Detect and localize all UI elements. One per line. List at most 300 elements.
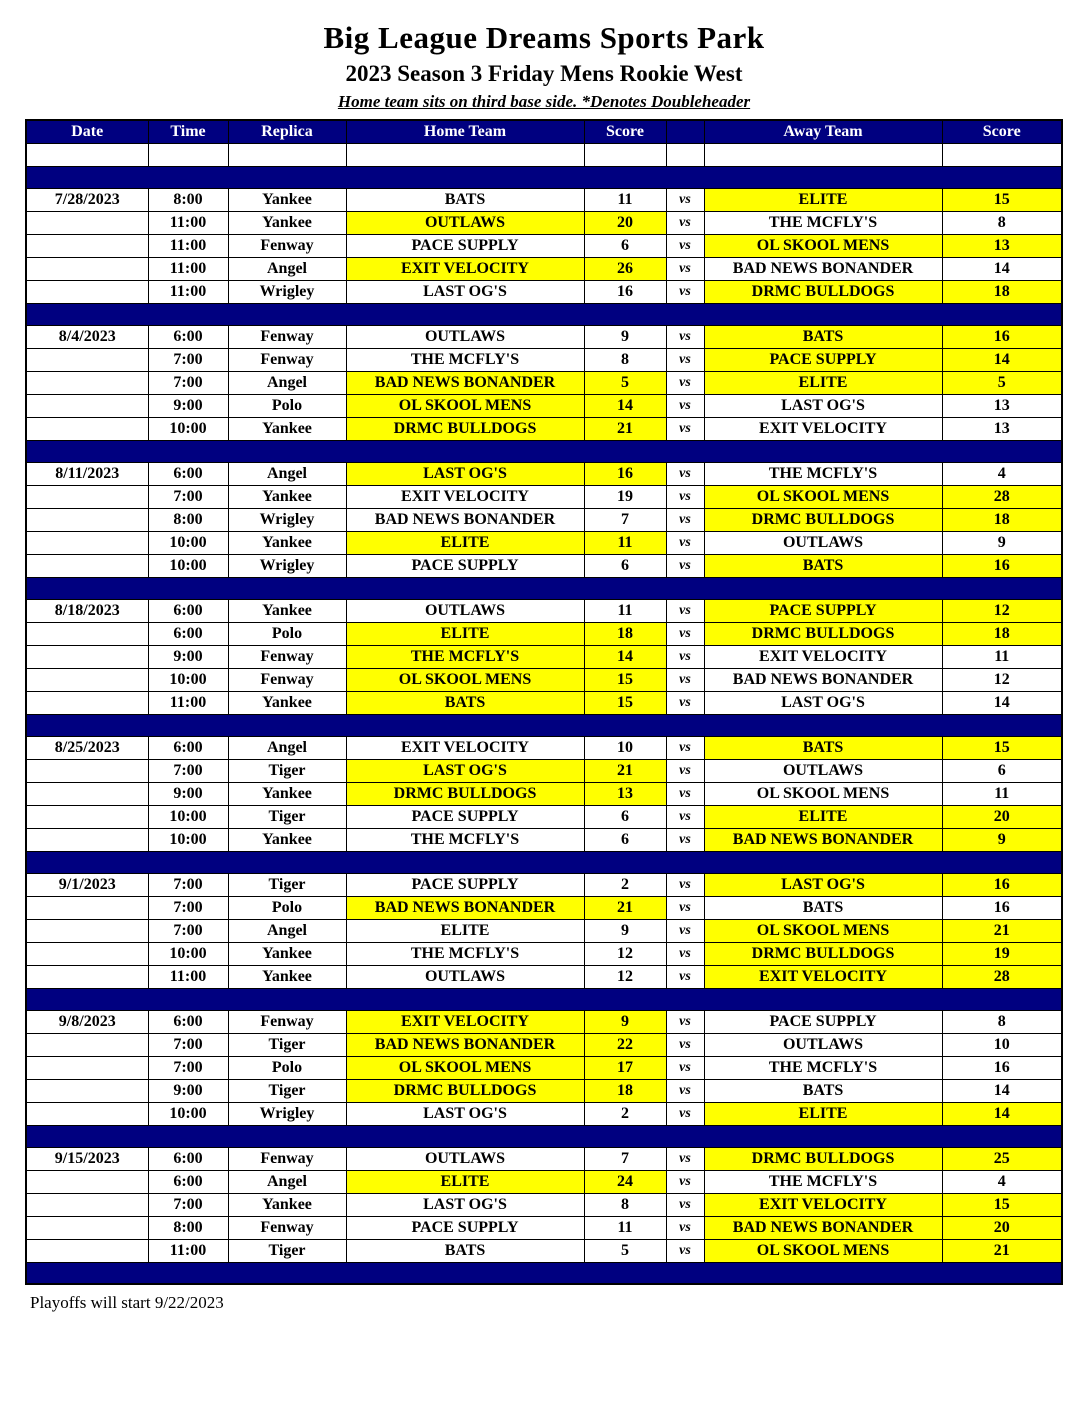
home-score-cell: 9	[584, 1010, 666, 1033]
time-cell: 8:00	[148, 188, 228, 211]
home-score-cell: 17	[584, 1056, 666, 1079]
separator-row	[26, 988, 1062, 1010]
vs-label: vs	[666, 348, 704, 371]
column-header-home-score: Score	[584, 120, 666, 143]
time-cell: 10:00	[148, 531, 228, 554]
away-team-cell: ELITE	[704, 805, 942, 828]
time-cell: 6:00	[148, 462, 228, 485]
home-team-cell: BAD NEWS BONANDER	[346, 508, 584, 531]
away-score-cell: 9	[942, 531, 1062, 554]
separator-cell	[26, 1125, 1062, 1147]
away-score-cell: 18	[942, 622, 1062, 645]
vs-label: vs	[666, 919, 704, 942]
away-team-cell: BAD NEWS BONANDER	[704, 828, 942, 851]
home-team-cell: BATS	[346, 188, 584, 211]
replica-cell: Tiger	[228, 1079, 346, 1102]
vs-label: vs	[666, 280, 704, 303]
away-team-cell: EXIT VELOCITY	[704, 645, 942, 668]
away-team-cell: EXIT VELOCITY	[704, 1193, 942, 1216]
page-title: Big League Dreams Sports Park	[323, 20, 765, 55]
away-score-cell: 8	[942, 211, 1062, 234]
date-cell	[26, 759, 148, 782]
home-score-cell: 6	[584, 234, 666, 257]
vs-label: vs	[666, 599, 704, 622]
home-team-cell: OL SKOOL MENS	[346, 394, 584, 417]
game-row	[26, 211, 1062, 234]
replica-cell: Angel	[228, 371, 346, 394]
home-team-cell: OUTLAWS	[346, 965, 584, 988]
game-row	[26, 348, 1062, 371]
home-score-cell: 18	[584, 622, 666, 645]
time-cell: 10:00	[148, 417, 228, 440]
game-row	[26, 280, 1062, 303]
time-cell: 6:00	[148, 1170, 228, 1193]
home-score-cell: 14	[584, 645, 666, 668]
separator-row	[26, 1125, 1062, 1147]
home-score-cell: 26	[584, 257, 666, 280]
away-score-cell: 13	[942, 417, 1062, 440]
vs-label: vs	[666, 234, 704, 257]
column-header-time: Time	[148, 120, 228, 143]
replica-cell: Tiger	[228, 805, 346, 828]
replica-cell: Yankee	[228, 691, 346, 714]
home-score-cell: 18	[584, 1079, 666, 1102]
home-team-cell: ELITE	[346, 531, 584, 554]
date-cell: 9/15/2023	[26, 1147, 148, 1170]
away-score-cell: 4	[942, 462, 1062, 485]
date-cell	[26, 417, 148, 440]
game-row	[26, 508, 1062, 531]
away-team-cell: ELITE	[704, 1102, 942, 1125]
date-cell	[26, 531, 148, 554]
separator-row	[26, 714, 1062, 736]
home-score-cell: 8	[584, 348, 666, 371]
away-team-cell: THE MCFLY'S	[704, 462, 942, 485]
date-cell	[26, 668, 148, 691]
home-score-cell: 11	[584, 599, 666, 622]
time-cell: 11:00	[148, 691, 228, 714]
away-score-cell: 16	[942, 896, 1062, 919]
game-row	[26, 942, 1062, 965]
date-cell	[26, 691, 148, 714]
away-team-cell: OL SKOOL MENS	[704, 485, 942, 508]
home-team-cell: THE MCFLY'S	[346, 645, 584, 668]
date-cell	[26, 896, 148, 919]
game-row	[26, 965, 1062, 988]
replica-cell: Yankee	[228, 828, 346, 851]
vs-label: vs	[666, 1102, 704, 1125]
page-subtitle: 2023 Season 3 Friday Mens Rookie West	[345, 61, 743, 86]
replica-cell: Angel	[228, 736, 346, 759]
game-row	[26, 873, 1062, 896]
home-score-cell: 11	[584, 188, 666, 211]
game-row	[26, 691, 1062, 714]
away-score-cell: 16	[942, 873, 1062, 896]
time-cell: 10:00	[148, 554, 228, 577]
away-team-cell: BATS	[704, 1079, 942, 1102]
home-score-cell: 2	[584, 873, 666, 896]
home-team-cell: DRMC BULLDOGS	[346, 782, 584, 805]
away-score-cell: 10	[942, 1033, 1062, 1056]
time-cell: 11:00	[148, 211, 228, 234]
separator-row	[26, 166, 1062, 188]
home-score-cell: 16	[584, 280, 666, 303]
vs-label: vs	[666, 759, 704, 782]
game-row	[26, 371, 1062, 394]
home-team-cell: EXIT VELOCITY	[346, 485, 584, 508]
replica-cell: Polo	[228, 896, 346, 919]
game-row	[26, 622, 1062, 645]
game-row	[26, 919, 1062, 942]
separator-cell	[26, 988, 1062, 1010]
replica-cell: Fenway	[228, 234, 346, 257]
vs-label: vs	[666, 873, 704, 896]
date-cell	[26, 371, 148, 394]
date-cell	[26, 622, 148, 645]
home-team-cell: OUTLAWS	[346, 599, 584, 622]
away-team-cell: LAST OG'S	[704, 691, 942, 714]
replica-cell: Yankee	[228, 599, 346, 622]
away-team-cell: BATS	[704, 325, 942, 348]
home-score-cell: 9	[584, 325, 666, 348]
replica-cell: Yankee	[228, 965, 346, 988]
home-score-cell: 12	[584, 942, 666, 965]
date-cell	[26, 1079, 148, 1102]
time-cell: 10:00	[148, 805, 228, 828]
home-team-cell: EXIT VELOCITY	[346, 736, 584, 759]
replica-cell: Polo	[228, 622, 346, 645]
vs-label: vs	[666, 1033, 704, 1056]
time-cell: 11:00	[148, 1239, 228, 1262]
home-score-cell: 11	[584, 1216, 666, 1239]
game-row	[26, 234, 1062, 257]
separator-row	[26, 440, 1062, 462]
date-cell	[26, 485, 148, 508]
home-team-cell: OL SKOOL MENS	[346, 1056, 584, 1079]
home-team-cell: LAST OG'S	[346, 1193, 584, 1216]
date-cell	[26, 554, 148, 577]
date-cell	[26, 280, 148, 303]
away-team-cell: OL SKOOL MENS	[704, 1239, 942, 1262]
game-row	[26, 1079, 1062, 1102]
away-team-cell: BATS	[704, 736, 942, 759]
game-row	[26, 462, 1062, 485]
replica-cell: Fenway	[228, 1147, 346, 1170]
spacer-row	[26, 143, 1062, 166]
replica-cell: Tiger	[228, 1033, 346, 1056]
home-score-cell: 12	[584, 965, 666, 988]
game-row	[26, 759, 1062, 782]
away-team-cell: OUTLAWS	[704, 531, 942, 554]
away-score-cell: 8	[942, 1010, 1062, 1033]
away-score-cell: 12	[942, 668, 1062, 691]
away-team-cell: THE MCFLY'S	[704, 211, 942, 234]
home-team-cell: LAST OG'S	[346, 280, 584, 303]
time-cell: 11:00	[148, 280, 228, 303]
away-team-cell: PACE SUPPLY	[704, 599, 942, 622]
away-score-cell: 21	[942, 919, 1062, 942]
replica-cell: Yankee	[228, 942, 346, 965]
home-team-cell: LAST OG'S	[346, 1102, 584, 1125]
game-row	[26, 1239, 1062, 1262]
vs-label: vs	[666, 645, 704, 668]
away-score-cell: 5	[942, 371, 1062, 394]
spacer-cell	[228, 143, 346, 166]
away-score-cell: 14	[942, 257, 1062, 280]
away-team-cell: THE MCFLY'S	[704, 1170, 942, 1193]
home-score-cell: 24	[584, 1170, 666, 1193]
date-cell	[26, 394, 148, 417]
replica-cell: Wrigley	[228, 554, 346, 577]
vs-label: vs	[666, 417, 704, 440]
date-cell	[26, 1033, 148, 1056]
away-score-cell: 11	[942, 782, 1062, 805]
game-row	[26, 325, 1062, 348]
away-score-cell: 18	[942, 508, 1062, 531]
home-score-cell: 20	[584, 211, 666, 234]
away-score-cell: 28	[942, 965, 1062, 988]
away-score-cell: 15	[942, 188, 1062, 211]
time-cell: 7:00	[148, 1193, 228, 1216]
replica-cell: Yankee	[228, 782, 346, 805]
spacer-cell	[148, 143, 228, 166]
vs-label: vs	[666, 257, 704, 280]
time-cell: 11:00	[148, 257, 228, 280]
vs-label: vs	[666, 782, 704, 805]
date-cell	[26, 1239, 148, 1262]
home-score-cell: 2	[584, 1102, 666, 1125]
vs-label: vs	[666, 394, 704, 417]
replica-cell: Angel	[228, 1170, 346, 1193]
schedule-table-head	[26, 120, 1062, 143]
date-cell	[26, 1216, 148, 1239]
spacer-cell	[666, 143, 704, 166]
separator-cell	[26, 303, 1062, 325]
spacer-cell	[704, 143, 942, 166]
time-cell: 11:00	[148, 234, 228, 257]
column-header-date: Date	[26, 120, 148, 143]
home-team-cell: BAD NEWS BONANDER	[346, 896, 584, 919]
away-team-cell: BAD NEWS BONANDER	[704, 668, 942, 691]
vs-label: vs	[666, 1193, 704, 1216]
vs-label: vs	[666, 485, 704, 508]
game-row	[26, 257, 1062, 280]
schedule-table-body	[26, 143, 1062, 1284]
replica-cell: Wrigley	[228, 508, 346, 531]
away-team-cell: BATS	[704, 554, 942, 577]
date-cell	[26, 508, 148, 531]
separator-cell	[26, 1262, 1062, 1284]
vs-label: vs	[666, 896, 704, 919]
away-team-cell: DRMC BULLDOGS	[704, 280, 942, 303]
time-cell: 7:00	[148, 759, 228, 782]
home-team-cell: BAD NEWS BONANDER	[346, 371, 584, 394]
home-score-cell: 6	[584, 828, 666, 851]
home-score-cell: 15	[584, 691, 666, 714]
time-cell: 10:00	[148, 828, 228, 851]
away-score-cell: 20	[942, 1216, 1062, 1239]
away-score-cell: 13	[942, 234, 1062, 257]
spacer-cell	[942, 143, 1062, 166]
home-team-cell: DRMC BULLDOGS	[346, 1079, 584, 1102]
away-score-cell: 18	[942, 280, 1062, 303]
home-team-cell: EXIT VELOCITY	[346, 257, 584, 280]
spacer-cell	[26, 143, 148, 166]
vs-label: vs	[666, 1056, 704, 1079]
time-cell: 6:00	[148, 622, 228, 645]
vs-label: vs	[666, 1239, 704, 1262]
time-cell: 6:00	[148, 1010, 228, 1033]
time-cell: 9:00	[148, 782, 228, 805]
replica-cell: Yankee	[228, 211, 346, 234]
game-row	[26, 1216, 1062, 1239]
home-score-cell: 7	[584, 1147, 666, 1170]
replica-cell: Fenway	[228, 668, 346, 691]
home-team-cell: OL SKOOL MENS	[346, 668, 584, 691]
replica-cell: Yankee	[228, 188, 346, 211]
date-cell: 9/8/2023	[26, 1010, 148, 1033]
home-team-cell: THE MCFLY'S	[346, 828, 584, 851]
home-score-cell: 21	[584, 759, 666, 782]
vs-label: vs	[666, 188, 704, 211]
vs-label: vs	[666, 554, 704, 577]
vs-label: vs	[666, 462, 704, 485]
home-team-cell: PACE SUPPLY	[346, 1216, 584, 1239]
game-row	[26, 1193, 1062, 1216]
home-score-cell: 9	[584, 919, 666, 942]
home-team-cell: BATS	[346, 691, 584, 714]
away-score-cell: 11	[942, 645, 1062, 668]
home-team-cell: PACE SUPPLY	[346, 805, 584, 828]
away-team-cell: ELITE	[704, 188, 942, 211]
vs-label: vs	[666, 691, 704, 714]
replica-cell: Tiger	[228, 759, 346, 782]
replica-cell: Yankee	[228, 485, 346, 508]
separator-cell	[26, 851, 1062, 873]
home-score-cell: 5	[584, 371, 666, 394]
game-row	[26, 417, 1062, 440]
home-score-cell: 14	[584, 394, 666, 417]
time-cell: 11:00	[148, 965, 228, 988]
replica-cell: Tiger	[228, 1239, 346, 1262]
date-cell	[26, 1056, 148, 1079]
date-cell: 9/1/2023	[26, 873, 148, 896]
away-team-cell: DRMC BULLDOGS	[704, 1147, 942, 1170]
time-cell: 8:00	[148, 508, 228, 531]
time-cell: 6:00	[148, 736, 228, 759]
home-score-cell: 7	[584, 508, 666, 531]
time-cell: 6:00	[148, 325, 228, 348]
game-row	[26, 1056, 1062, 1079]
date-cell	[26, 782, 148, 805]
time-cell: 10:00	[148, 942, 228, 965]
vs-label: vs	[666, 1216, 704, 1239]
replica-cell: Wrigley	[228, 280, 346, 303]
away-score-cell: 15	[942, 736, 1062, 759]
home-score-cell: 11	[584, 531, 666, 554]
vs-label: vs	[666, 965, 704, 988]
separator-row	[26, 303, 1062, 325]
away-team-cell: LAST OG'S	[704, 873, 942, 896]
game-row	[26, 531, 1062, 554]
away-team-cell: OL SKOOL MENS	[704, 919, 942, 942]
game-row	[26, 188, 1062, 211]
time-cell: 8:00	[148, 1216, 228, 1239]
away-team-cell: OL SKOOL MENS	[704, 782, 942, 805]
replica-cell: Fenway	[228, 1216, 346, 1239]
away-score-cell: 16	[942, 1056, 1062, 1079]
home-score-cell: 21	[584, 896, 666, 919]
home-score-cell: 21	[584, 417, 666, 440]
game-row	[26, 805, 1062, 828]
away-team-cell: DRMC BULLDOGS	[704, 942, 942, 965]
game-row	[26, 1170, 1062, 1193]
away-score-cell: 19	[942, 942, 1062, 965]
home-team-cell: PACE SUPPLY	[346, 234, 584, 257]
separator-row	[26, 851, 1062, 873]
date-cell	[26, 919, 148, 942]
away-score-cell: 20	[942, 805, 1062, 828]
away-score-cell: 15	[942, 1193, 1062, 1216]
home-team-note: Home team sits on third base side. *Denotes Doubleheader	[337, 92, 751, 111]
home-team-cell: ELITE	[346, 622, 584, 645]
away-score-cell: 14	[942, 1102, 1062, 1125]
time-cell: 7:00	[148, 348, 228, 371]
vs-label: vs	[666, 622, 704, 645]
vs-label: vs	[666, 325, 704, 348]
column-header-away-score: Score	[942, 120, 1062, 143]
time-cell: 6:00	[148, 1147, 228, 1170]
away-score-cell: 28	[942, 485, 1062, 508]
game-row	[26, 485, 1062, 508]
date-cell	[26, 348, 148, 371]
vs-label: vs	[666, 1147, 704, 1170]
date-cell	[26, 645, 148, 668]
home-team-cell: THE MCFLY'S	[346, 348, 584, 371]
home-score-cell: 6	[584, 805, 666, 828]
home-team-cell: LAST OG'S	[346, 759, 584, 782]
vs-label: vs	[666, 1170, 704, 1193]
separator-cell	[26, 714, 1062, 736]
home-score-cell: 19	[584, 485, 666, 508]
replica-cell: Wrigley	[228, 1102, 346, 1125]
replica-cell: Angel	[228, 257, 346, 280]
replica-cell: Yankee	[228, 1193, 346, 1216]
replica-cell: Angel	[228, 462, 346, 485]
date-cell: 8/25/2023	[26, 736, 148, 759]
replica-cell: Polo	[228, 1056, 346, 1079]
replica-cell: Yankee	[228, 531, 346, 554]
date-cell	[26, 1102, 148, 1125]
away-team-cell: THE MCFLY'S	[704, 1056, 942, 1079]
time-cell: 9:00	[148, 1079, 228, 1102]
away-team-cell: OUTLAWS	[704, 1033, 942, 1056]
away-team-cell: OUTLAWS	[704, 759, 942, 782]
home-score-cell: 5	[584, 1239, 666, 1262]
away-team-cell: EXIT VELOCITY	[704, 417, 942, 440]
home-score-cell: 16	[584, 462, 666, 485]
vs-label: vs	[666, 942, 704, 965]
home-team-cell: THE MCFLY'S	[346, 942, 584, 965]
home-team-cell: OUTLAWS	[346, 325, 584, 348]
date-cell: 8/4/2023	[26, 325, 148, 348]
replica-cell: Fenway	[228, 348, 346, 371]
vs-label: vs	[666, 508, 704, 531]
spacer-cell	[584, 143, 666, 166]
vs-label: vs	[666, 1079, 704, 1102]
vs-label: vs	[666, 805, 704, 828]
column-header-vs	[666, 120, 704, 143]
